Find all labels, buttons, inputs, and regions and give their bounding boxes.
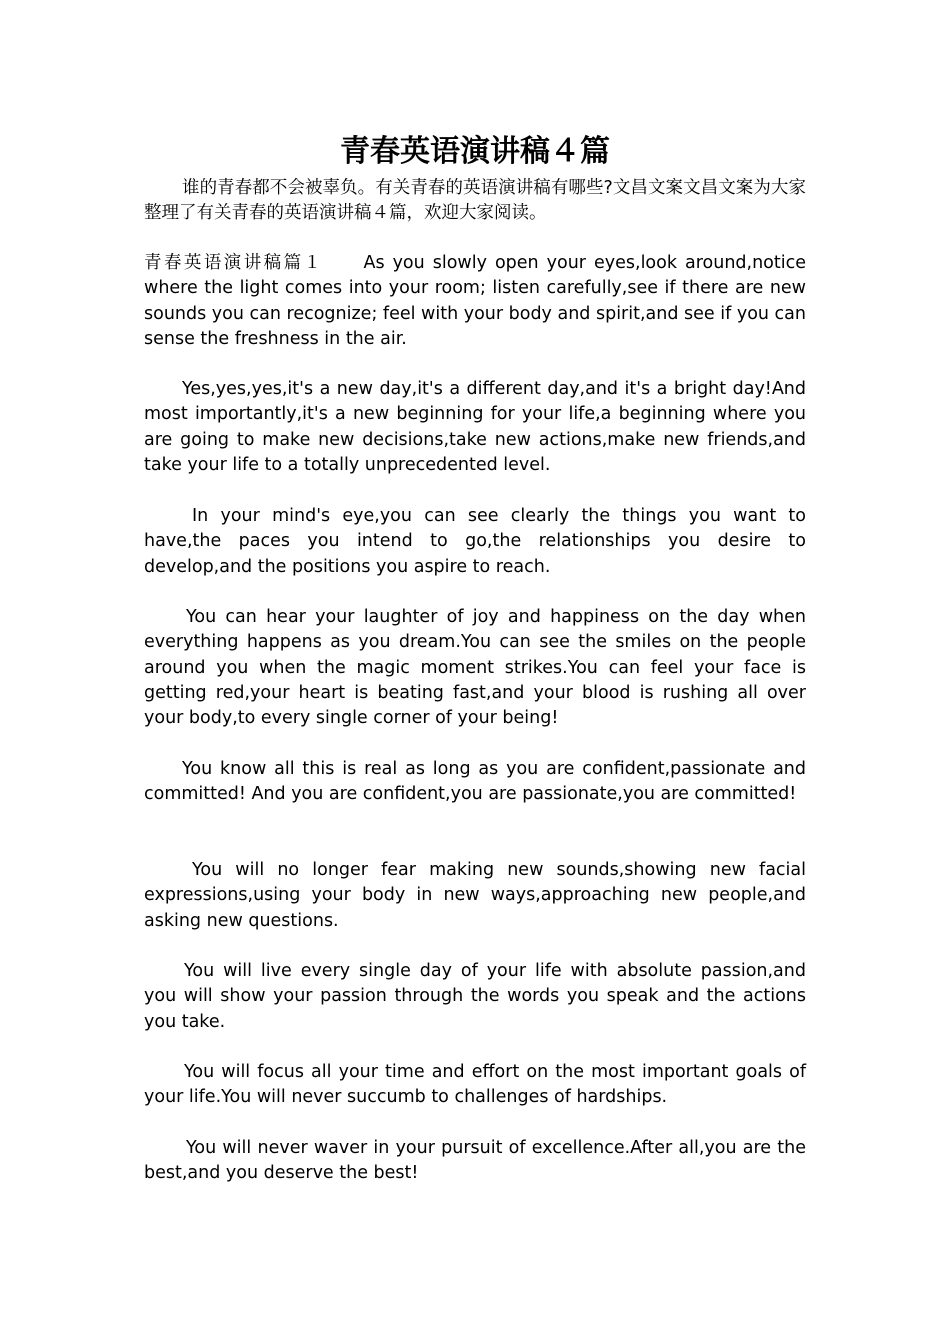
speech-heading: 青春英语演讲稿篇１ <box>144 253 324 273</box>
paragraph-1 <box>144 251 806 352</box>
paragraph-4: You can hear your laughter of joy and happiness on the day when everything happens as you dream.You can see the smiles on the people around you when the magic moment strikes.You can feel your face is getting red,your heart is beating fast,and your blood is rushing all over your body,to every single corner of your being! <box>144 607 806 729</box>
paragraph-5: You know all this is real as long as you are confident,passionate and committed! And you are confident,you are passionate,you are committed! <box>144 759 806 805</box>
document-title: 青春英语演讲稿４篇 <box>340 134 610 169</box>
paragraph-8: You will focus all your time and effort on the most important goals of your life.You will never succumb to challenges of hardships. <box>144 1062 806 1108</box>
intro-paragraph: 谁的青春都不会被辜负。有关青春的英语演讲稿有哪些?文昌文案文昌文案为大家整理了有关青春的英语演讲稿４篇，欢迎大家阅读。 <box>144 178 806 224</box>
paragraph-3: In your mind's eye,you can see clearly the things you want to have,the paces you intend to go,the relationships you desire to develop,and the positions you aspire to reach. <box>144 506 806 577</box>
paragraph-9: You will never waver in your pursuit of excellence.After all,you are the best,and you deserve the best! <box>144 1138 806 1184</box>
paragraph-1-text: As you slowly open your eyes,look around,notice where the light comes into your room; listen carefully,see if there are new sounds you can recognize; feel with your body and spirit,and see if you can sense the freshness in the air. <box>144 253 806 349</box>
paragraph-2: Yes,yes,yes,it's a new day,it's a different day,and it's a bright day!And most importantly,it's a new beginning for your life,a beginning where you are going to make new decisions,take new actions,make new friends,and take your life to a totally unprecedented level. <box>144 379 806 475</box>
paragraph-6: You will no longer fear making new sounds,showing new facial expressions,using your body in new ways,approaching new people,and asking new questions. <box>144 860 806 931</box>
paragraph-7: You will live every single day of your life with absolute passion,and you will show your passion through the words you speak and the actions you take. <box>144 961 806 1032</box>
